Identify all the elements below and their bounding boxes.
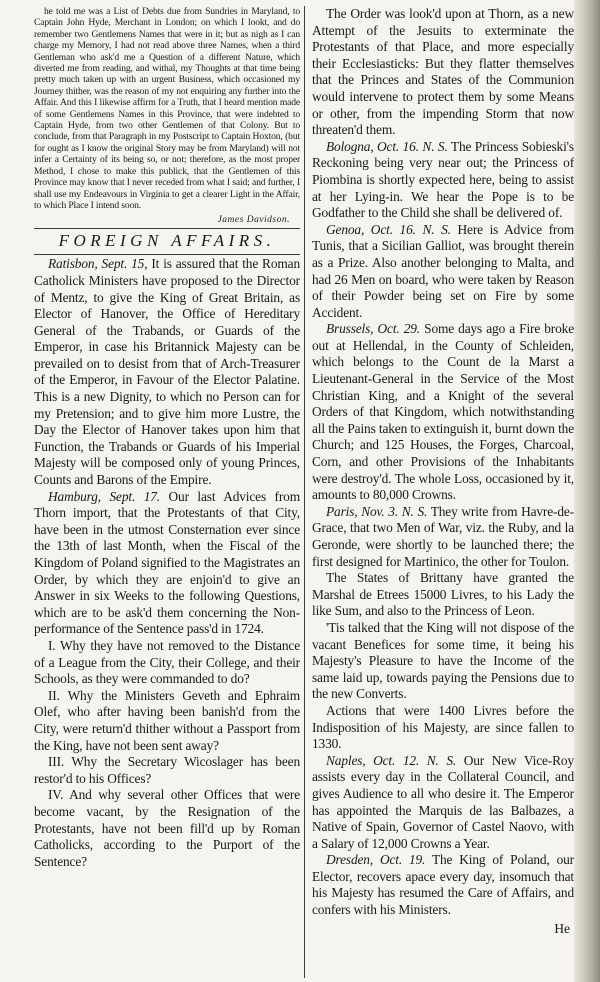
hamburg-dateline: Hamburg, Sept. 17. xyxy=(48,488,160,504)
column-rule xyxy=(304,6,305,978)
letter-text: he told me was a List of Debts due from Sundries in Maryland, to Captain John Hyde, Merchant in London; on which I lookt, and do remember two Gentlemens Names that were in it; but as nigh as I can charge my Memory, I had not read above three Names, when a third Gentleman who ask'd me a Question of a different Nature, which diverted me from reading, and withal, my Thoughts at that time being pretty much taken up with an urgent Business, which occasioned my Journey thither, was the reason of my not enquiring any further into the Affair. And this I likewise affirm for a Truth, that I heard mention made of some Gentlemens Names in this Province, that were indebted to Captain Hyde, from two other Gentlemen of that Colony. But to conclude, from that Paragraph in my Postscript to Captain Hoxton, (but for ought as I know the original Story may be from Maryland) will not infer a Certainty of its being so, or not; therefore, as the most proper Method, I chose to make this publick, that the Gentlemen of this Province may know that I never receded from what I said; and further, I shall use my Endeavours in Virginia to get a clearer Light in the Affair, to which Place I intend soon. xyxy=(34,6,300,211)
dresden-dateline: Dresden, Oct. 19. xyxy=(326,852,426,868)
letter-signature: James Davidson. xyxy=(217,215,290,226)
question-4: IV. And why several other Offices that were become vacant, by the Resignation of the Protestants, have not been fill'd up by Roman Catholicks, according to the Purport of the Sentence? xyxy=(34,787,300,869)
binding-gutter xyxy=(574,0,600,982)
hamburg-article xyxy=(34,489,300,638)
thorn-article: The Order was look'd upon at Thorn, as a new Attempt of the Jesuits to exterminate the Protestants of that Place, and more especially their Ecclesiasticks: But they flatter themselves that the Princes and States of the Communion would intervene to protect them by some Means or other, from the impending Storm that now threaten'd them. xyxy=(312,6,574,138)
paris-dateline: Paris, Nov. 3. N. S. xyxy=(326,503,428,519)
dresden-article xyxy=(312,852,574,918)
ratisbon-text: It is assured that the Roman Catholick Ministers have proposed to the Director of Mentz, to give the King of Great Britain, as Elector of Hanover, the Office of Hereditary General of the Trabands, or Guards of the Emperor, in case his Britannick Majesty can be prevailed on to desist from that of Arch-Treasurer of the Emperor, in Favour of the Elector Palatine. This is a new Dignity, to which no Person can for my Pretension; and to give him more Lustre, the Day the Elector of Hanover takes upon him that Function, the Trabands or Guards of his Imperial Majesty will be composed only of young Princes, Counts and Barons of the Empire. xyxy=(34,256,300,488)
benefices-article: 'Tis talked that the King will not dispose of the vacant Benefices for some time, it being his Majesty's Pleasure to have the Income of the same laid up, towards paying the Pensions due to the new Converts. xyxy=(312,619,574,702)
rule-bottom xyxy=(34,254,300,255)
rule-top xyxy=(34,228,300,229)
naples-article xyxy=(312,753,574,853)
genoa-dateline: Genoa, Oct. 16. N. S. xyxy=(326,221,451,237)
ratisbon-article xyxy=(34,256,300,488)
actions-article: Actions that were 1400 Livres before the Indisposition of his Majesty, are since fallen to 1330. xyxy=(312,702,574,752)
brittany-article: The States of Brittany have granted the Marshal de Etrees 15000 Livres, to his Lady the like Sum, and also to the Princess of Leon. xyxy=(312,570,574,619)
paris-text: They write from Havre-de-Grace, that two Men of War, viz. the Ruby, and la Geronde, were shortly to be launched there; the first designed for Martinico, the other for Toulon. xyxy=(312,503,574,569)
hamburg-text: Our last Advices from Thorn import, that the Protestants of that City, have been in the utmost Consternation ever since the 13th of last Month, when the Fiscal of the Kingdom of Poland signified to the Magistrates an Order, by which they are enjoin'd to give an Answer in six Weeks to the following Questions, which are to be ask'd them concerning the Non-performance of the Sentence pass'd in 1724. xyxy=(34,488,300,637)
question-2: II. Why the Ministers Geveth and Ephraim Olef, who after having been banish'd from the City, were return'd thither without a Passport from the King, have not been sent away? xyxy=(34,687,300,753)
section-heading: FOREIGN AFFAIRS. xyxy=(58,231,276,251)
left-column xyxy=(34,6,300,978)
right-column xyxy=(312,6,574,978)
catchword: He xyxy=(554,920,570,936)
brussels-dateline: Brussels, Oct. 29. xyxy=(326,321,421,337)
question-3: III. Why the Secretary Wicoslager has been restor'd to his Offices? xyxy=(34,754,300,786)
genoa-article xyxy=(312,222,574,322)
dresden-text: The King of Poland, our Elector, recovers apace every day, insomuch that his Majesty has resumed the Care of Affairs, and confers with his Ministers. xyxy=(312,852,574,918)
brussels-text: Some days ago a Fire broke out at Hellendal, in the County of Schleiden, which belongs to the Count de la Marst a Lieutenant-General in the Service of the Most Christian King, and a Knight of the several Orders of that Kingdom, which notwithstanding all the Pains taken to extinguish it, burnt down the Church; and 125 Houses, the Forges, Charcoal, Corn, and other Provisions of the Inhabitants were destroy'd. The whole Loss, occasioned by it, amounts to 80,000 Crowns. xyxy=(312,321,574,503)
bologna-dateline: Bologna, Oct. 16. N. S. xyxy=(326,138,448,154)
bologna-text: The Princess Sobieski's Reckoning being very near out; the Princess of Piombina is shortly expected here, being to assist at her Lying-in. We hear the Pope is to be Godfather to the Child she shall be delivered of. xyxy=(312,138,574,221)
ratisbon-dateline: Ratisbon, Sept. 15, xyxy=(48,256,148,272)
naples-text: Our New Vice-Roy assists every day in the Collateral Council, and gives Audience to all who desire it. The Emperor has appointed the Marquis de las Balbazes, a Native of Spain, Governor of Castel Naovo, with a Salary of 12,000 Crowns a Year. xyxy=(312,752,574,851)
question-1: I. Why they have not removed to the Distance of a League from the City, their College, and their Schools, as they were commanded to do? xyxy=(34,637,300,687)
naples-dateline: Naples, Oct. 12. N. S. xyxy=(326,752,457,768)
brussels-article xyxy=(312,321,574,504)
paris-article xyxy=(312,504,574,570)
bologna-article xyxy=(312,139,574,222)
genoa-text: Here is Advice from Tunis, that a Sicilian Galliot, was brought therein as a Prize. Also another belonging to Malta, and had 26 Men on board, who were taken by Reason of their Powder being set on Fire by some Accident. xyxy=(312,221,574,320)
